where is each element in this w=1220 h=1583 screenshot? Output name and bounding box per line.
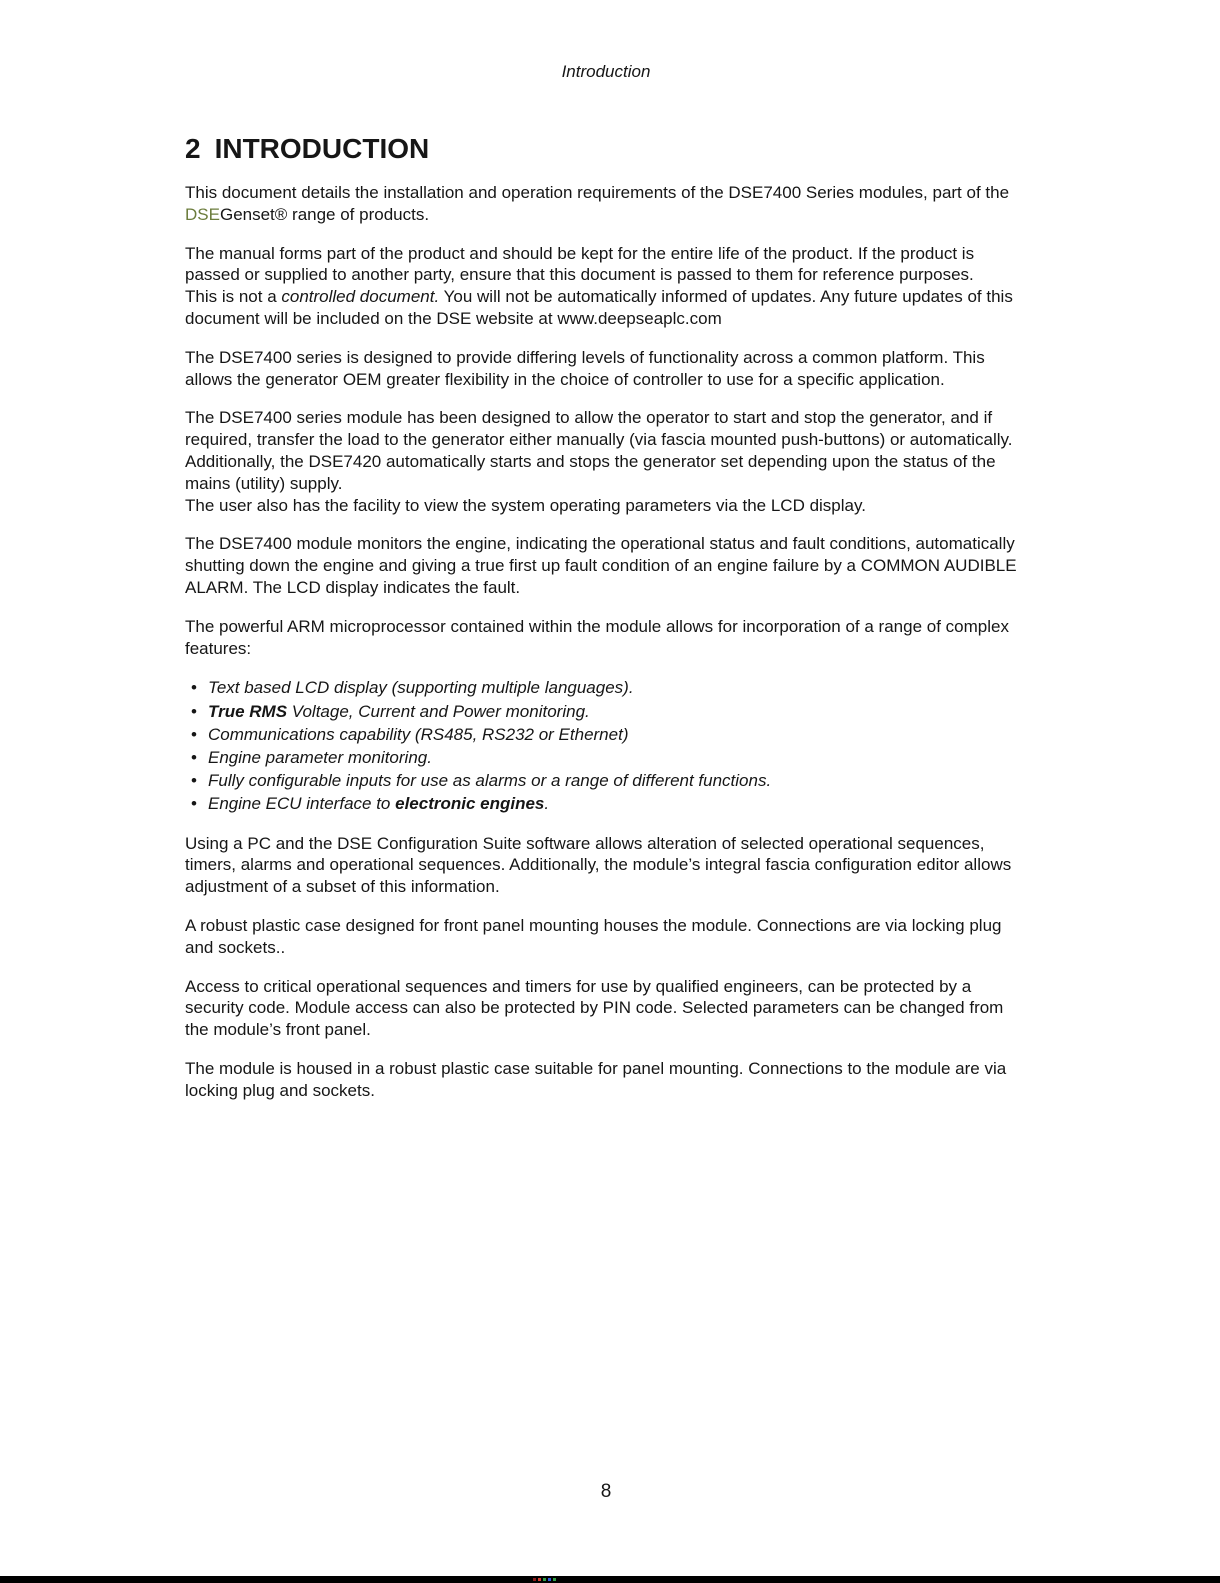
bottom-bar-speck <box>538 1578 541 1581</box>
text-segment: . <box>544 794 550 814</box>
text-segment: True RMS <box>208 701 288 721</box>
text-segment: A robust plastic case designed for front panel mounting houses the module. Connections are via locking plug and sockets.. <box>185 915 1007 957</box>
paragraph <box>185 976 1027 1041</box>
text-segment: Using a PC and the DSE Configuration Suite software allows alteration of selected operational sequences, timers, alarms and operational sequences. Additionally, the module’s integral fascia configuration editor allows adjustment of a subset of this information. <box>185 833 1016 897</box>
text-segment: The powerful ARM microprocessor contained within the module allows for incorporation of a range of complex features: <box>185 616 1014 658</box>
text-segment: This document details the installation and operation requirements of the DSE7400 Series modules, part of the <box>185 183 1014 202</box>
body-content <box>185 182 1027 1119</box>
bottom-edge-bar <box>0 1576 1220 1583</box>
paragraph <box>185 616 1027 660</box>
bottom-bar-speck <box>553 1578 556 1581</box>
bottom-bar-speck <box>533 1578 536 1581</box>
paragraph <box>185 1058 1027 1102</box>
text-segment: You will not be automatically informed of updates. Any future updates of this document will be included on the DSE website at www.deepseaplc.com <box>185 287 1018 328</box>
feature-item <box>185 746 1027 769</box>
paragraph <box>185 182 1027 226</box>
text-segment: The module is housed in a robust plastic case suitable for panel mounting. Connections to the module are via locking plug and sockets. <box>185 1058 1011 1100</box>
text-segment: The DSE7400 series is designed to provide differing levels of functionality across a common platform. This allows the generator OEM greater flexibility in the choice of controller to use for a specific application. <box>185 347 990 389</box>
paragraph <box>185 347 1027 391</box>
section-heading <box>185 134 429 164</box>
text-segment: controlled document. <box>281 287 440 307</box>
text-segment: Engine parameter monitoring. <box>208 747 432 767</box>
text-segment: electronic engines <box>395 794 545 814</box>
paragraph <box>185 833 1027 898</box>
text-segment: Engine ECU interface to <box>208 794 396 814</box>
bottom-bar-speck <box>543 1578 546 1581</box>
text-segment: The DSE7400 series module has been designed to allow the operator to start and stop the generator, and if required, transfer the load to the generator either manually (via fascia mounted push-buttons) or automatically. Additionally, the DSE7420 automatically starts and stops the generator set depending upon the status of the mains (utility) supply. The user also has the facility to view the system operating parameters via the LCD display. <box>185 408 1013 515</box>
paragraph <box>185 243 1027 330</box>
text-segment: Voltage, Current and Power monitoring. <box>287 701 590 721</box>
text-segment: Access to critical operational sequences and timers for use by qualified engineers, can be protected by a security code. Module access can also be protected by PIN code. Selected parameters can be changed from the module’s front panel. <box>185 976 1009 1040</box>
feature-item <box>185 792 1027 815</box>
running-header: Introduction <box>561 62 651 81</box>
feature-item <box>185 723 1027 746</box>
text-segment: DSE <box>185 204 220 224</box>
feature-item <box>185 700 1027 723</box>
bottom-bar-speck <box>548 1578 551 1581</box>
text-segment: Genset® range of products. <box>219 204 430 224</box>
feature-list <box>185 676 1027 815</box>
section-number: 2 <box>185 133 201 164</box>
paragraph <box>185 915 1027 959</box>
text-segment: Communications capability (RS485, RS232 or Ethernet) <box>208 724 629 744</box>
paragraph <box>185 533 1027 598</box>
feature-item <box>185 676 1027 699</box>
text-segment: Fully configurable inputs for use as alarms or a range of different functions. <box>208 771 772 791</box>
text-segment: Text based LCD display (supporting multiple languages). <box>208 678 634 698</box>
text-segment: The DSE7400 module monitors the engine, indicating the operational status and fault conditions, automatically shutting down the engine and giving a true first up fault condition of an engine failure by a COMMON AUDIBLE ALARM. The LCD display indicates the fault. <box>185 534 1021 597</box>
paragraph <box>185 407 1027 516</box>
text-segment: The manual forms part of the product and should be kept for the entire life of the product. If the product is passed or supplied to another party, ensure that this document is passed to them for reference purposes. This is not a <box>185 243 975 307</box>
page-number: 8 <box>600 1481 612 1502</box>
section-title: INTRODUCTION <box>214 133 430 164</box>
feature-item <box>185 769 1027 792</box>
